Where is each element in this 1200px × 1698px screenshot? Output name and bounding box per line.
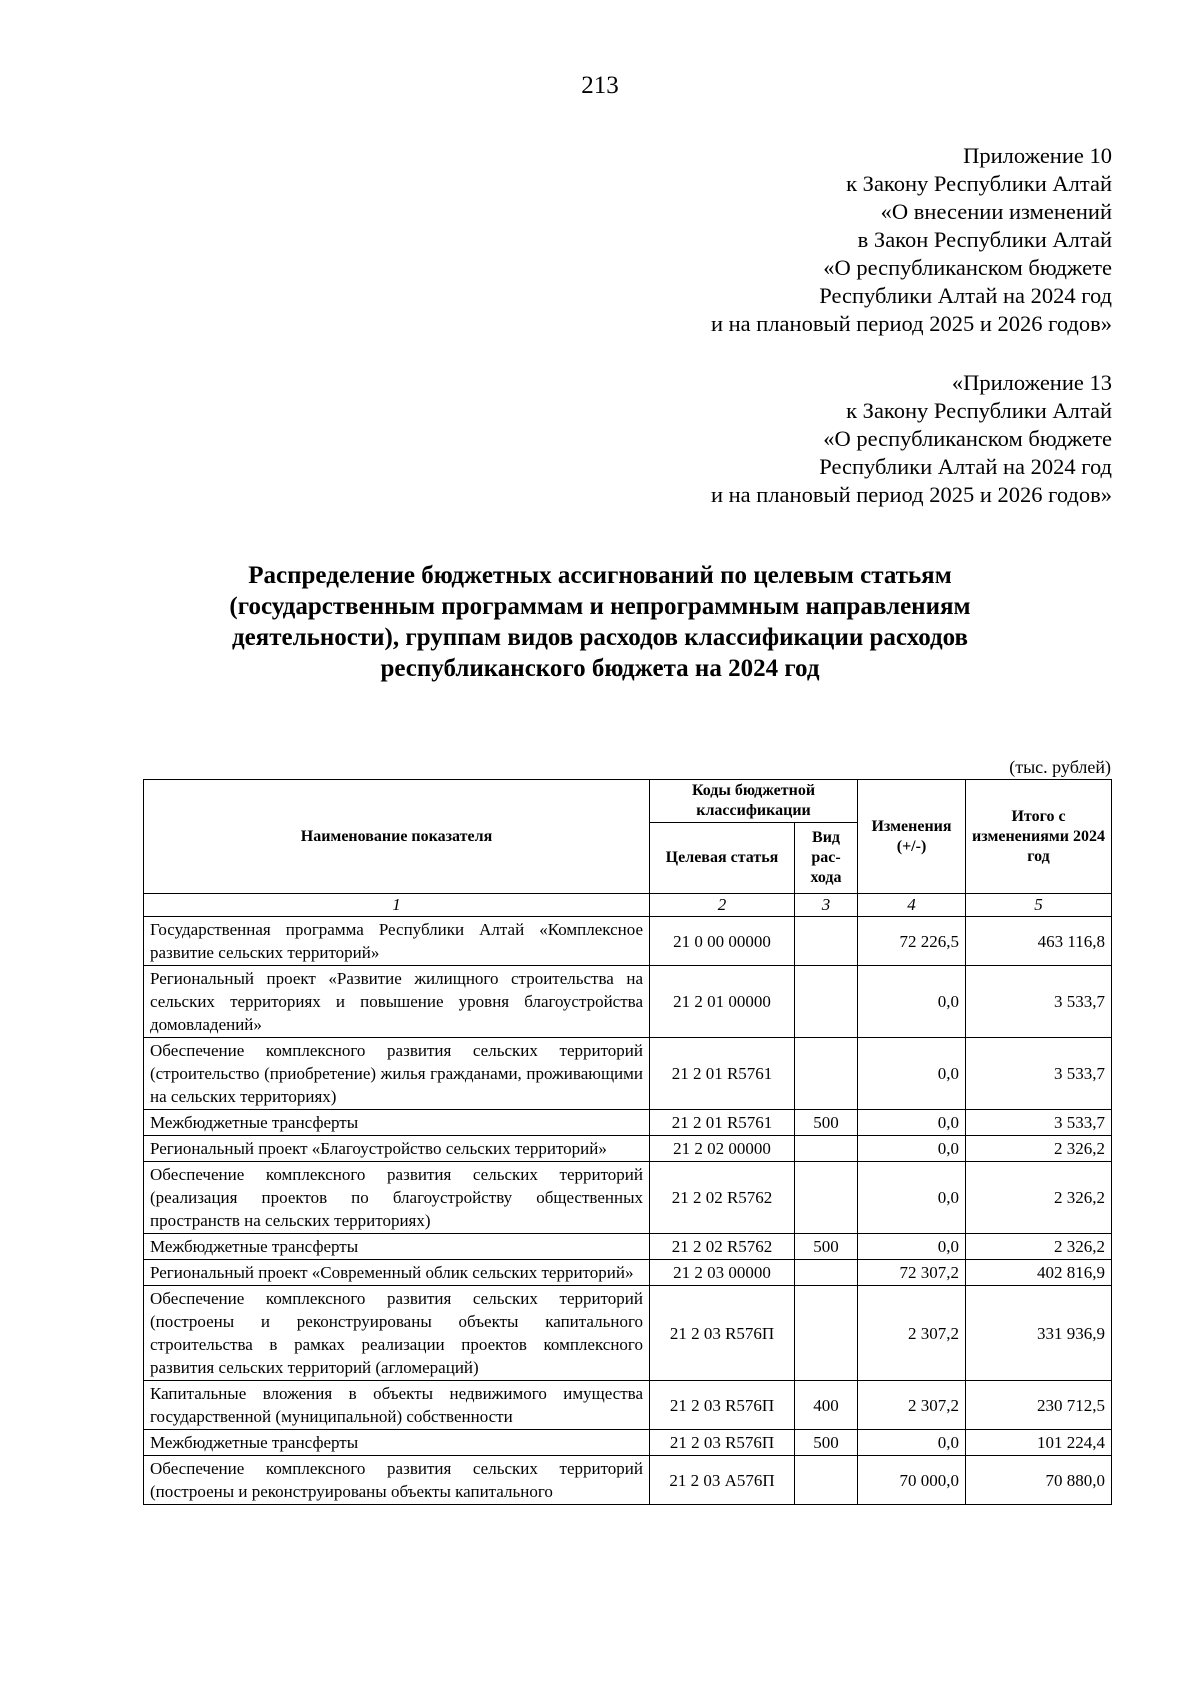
row-target-article: 21 2 03 А576П xyxy=(650,1456,795,1505)
row-total: 331 936,9 xyxy=(966,1286,1112,1381)
header-total: Итого с изменениями 2024 год xyxy=(966,780,1112,894)
table-header-row xyxy=(144,780,1112,823)
column-number: 2 xyxy=(650,894,795,917)
appendix-10-line: «О внесении изменений xyxy=(880,199,1112,224)
row-total: 2 326,2 xyxy=(966,1136,1112,1162)
row-target-article: 21 2 03 00000 xyxy=(650,1260,795,1286)
row-target-article: 21 2 03 R576П xyxy=(650,1286,795,1381)
column-number: 5 xyxy=(966,894,1112,917)
row-expense-kind: 500 xyxy=(795,1430,858,1456)
row-changes: 2 307,2 xyxy=(858,1381,966,1430)
header-changes: Изменения (+/-) xyxy=(858,780,966,894)
row-name: Обеспечение комплексного развития сельских территорий (реализация проектов по благоустройству общественных пространств на сельских территориях) xyxy=(144,1162,650,1234)
row-total: 3 533,7 xyxy=(966,1038,1112,1110)
row-expense-kind xyxy=(795,966,858,1038)
row-changes: 0,0 xyxy=(858,1234,966,1260)
row-name: Обеспечение комплексного развития сельских территорий (построены и реконструированы объекты капитального строительства в рамках реализации проектов комплексного развития сельских территорий (агломераций) xyxy=(144,1286,650,1381)
row-expense-kind xyxy=(795,1260,858,1286)
row-target-article: 21 2 02 00000 xyxy=(650,1136,795,1162)
table-row xyxy=(144,917,1112,966)
row-expense-kind xyxy=(795,1286,858,1381)
row-changes: 0,0 xyxy=(858,966,966,1038)
row-total: 2 326,2 xyxy=(966,1234,1112,1260)
table-row xyxy=(144,1430,1112,1456)
row-target-article: 21 0 00 00000 xyxy=(650,917,795,966)
row-target-article: 21 2 01 00000 xyxy=(650,966,795,1038)
appendix-10-line: Приложение 10 xyxy=(963,143,1112,168)
row-changes: 0,0 xyxy=(858,1136,966,1162)
row-total: 3 533,7 xyxy=(966,966,1112,1038)
row-expense-kind: 400 xyxy=(795,1381,858,1430)
row-total: 230 712,5 xyxy=(966,1381,1112,1430)
table-row xyxy=(144,966,1112,1038)
row-target-article: 21 2 03 R576П xyxy=(650,1381,795,1430)
row-target-article: 21 2 03 R576П xyxy=(650,1430,795,1456)
appendix-10-line: Республики Алтай на 2024 год xyxy=(819,283,1112,308)
table-row xyxy=(144,1456,1112,1505)
document-title-line: (государственным программам и непрограммным направлениям xyxy=(229,593,971,620)
row-changes: 70 000,0 xyxy=(858,1456,966,1505)
row-name: Обеспечение комплексного развития сельских территорий (построены и реконструированы объекты капитального xyxy=(144,1456,650,1505)
table-row xyxy=(144,1038,1112,1110)
table-row xyxy=(144,1286,1112,1381)
row-total: 463 116,8 xyxy=(966,917,1112,966)
appendix-13-header xyxy=(711,369,1112,509)
appendix-13-line: «Приложение 13 xyxy=(951,370,1112,395)
row-name: Межбюджетные трансферты xyxy=(144,1110,650,1136)
row-changes: 72 226,5 xyxy=(858,917,966,966)
table-row xyxy=(144,1260,1112,1286)
row-target-article: 21 2 02 R5762 xyxy=(650,1162,795,1234)
table-row xyxy=(144,1162,1112,1234)
appendix-10-line: и на плановый период 2025 и 2026 годов» xyxy=(710,311,1112,336)
header-name: Наименование показателя xyxy=(144,780,650,894)
row-expense-kind xyxy=(795,1136,858,1162)
row-expense-kind xyxy=(795,1162,858,1234)
row-changes: 0,0 xyxy=(858,1110,966,1136)
appendix-10-line: «О республиканском бюджете xyxy=(823,255,1112,280)
row-name: Межбюджетные трансферты xyxy=(144,1234,650,1260)
column-number: 1 xyxy=(144,894,650,917)
row-changes: 0,0 xyxy=(858,1430,966,1456)
row-expense-kind xyxy=(795,1038,858,1110)
row-target-article: 21 2 02 R5762 xyxy=(650,1234,795,1260)
row-changes: 2 307,2 xyxy=(858,1286,966,1381)
appendix-13-line: «О республиканском бюджете xyxy=(823,426,1112,451)
table-row xyxy=(144,1381,1112,1430)
row-name: Государственная программа Республики Алтай «Комплексное развитие сельских территорий» xyxy=(144,917,650,966)
column-number: 4 xyxy=(858,894,966,917)
appendix-10-line: в Закон Республики Алтай xyxy=(857,227,1112,252)
row-total: 402 816,9 xyxy=(966,1260,1112,1286)
table-row xyxy=(144,1110,1112,1136)
row-name: Региональный проект «Развитие жилищного строительства на сельских территориях и повышение уровня благоустройства домовладений» xyxy=(144,966,650,1038)
column-number: 3 xyxy=(795,894,858,917)
row-expense-kind: 500 xyxy=(795,1110,858,1136)
units-note: (тыс. рублей) xyxy=(1009,757,1111,777)
row-total: 101 224,4 xyxy=(966,1430,1112,1456)
document-title-line: республиканского бюджета на 2024 год xyxy=(380,655,820,682)
row-total: 2 326,2 xyxy=(966,1162,1112,1234)
row-total: 70 880,0 xyxy=(966,1456,1112,1505)
appendix-13-line: и на плановый период 2025 и 2026 годов» xyxy=(710,482,1112,507)
row-expense-kind xyxy=(795,917,858,966)
budget-table xyxy=(143,779,1112,1505)
row-target-article: 21 2 01 R5761 xyxy=(650,1110,795,1136)
row-changes: 0,0 xyxy=(858,1038,966,1110)
row-expense-kind: 500 xyxy=(795,1234,858,1260)
header-target-article: Целевая статья xyxy=(650,823,795,894)
row-changes: 0,0 xyxy=(858,1162,966,1234)
table-row xyxy=(144,1234,1112,1260)
appendix-10-line: к Закону Республики Алтай xyxy=(846,171,1112,196)
row-changes: 72 307,2 xyxy=(858,1260,966,1286)
appendix-10-header xyxy=(711,142,1112,338)
row-name: Региональный проект «Благоустройство сельских территорий» xyxy=(144,1136,650,1162)
row-name: Обеспечение комплексного развития сельских территорий (строительство (приобретение) жилья гражданами, проживающими на сельских территориях) xyxy=(144,1038,650,1110)
document-title-line: деятельности), группам видов расходов классификации расходов xyxy=(231,624,969,651)
appendix-13-line: Республики Алтай на 2024 год xyxy=(819,454,1112,479)
row-expense-kind xyxy=(795,1456,858,1505)
table-row xyxy=(144,1136,1112,1162)
document-title xyxy=(0,560,1200,684)
header-codes-group: Коды бюджетной классификации xyxy=(650,780,858,823)
row-target-article: 21 2 01 R5761 xyxy=(650,1038,795,1110)
page-number: 213 xyxy=(581,72,619,99)
row-name: Межбюджетные трансферты xyxy=(144,1430,650,1456)
row-total: 3 533,7 xyxy=(966,1110,1112,1136)
header-expense-kind: Вид рас-хода xyxy=(795,823,858,894)
appendix-13-line: к Закону Республики Алтай xyxy=(846,398,1112,423)
row-name: Региональный проект «Современный облик сельских территорий» xyxy=(144,1260,650,1286)
row-name: Капитальные вложения в объекты недвижимого имущества государственной (муниципальной) собственности xyxy=(144,1381,650,1430)
column-numbers-row xyxy=(144,894,1112,917)
document-title-line: Распределение бюджетных ассигнований по целевым статьям xyxy=(248,562,952,589)
